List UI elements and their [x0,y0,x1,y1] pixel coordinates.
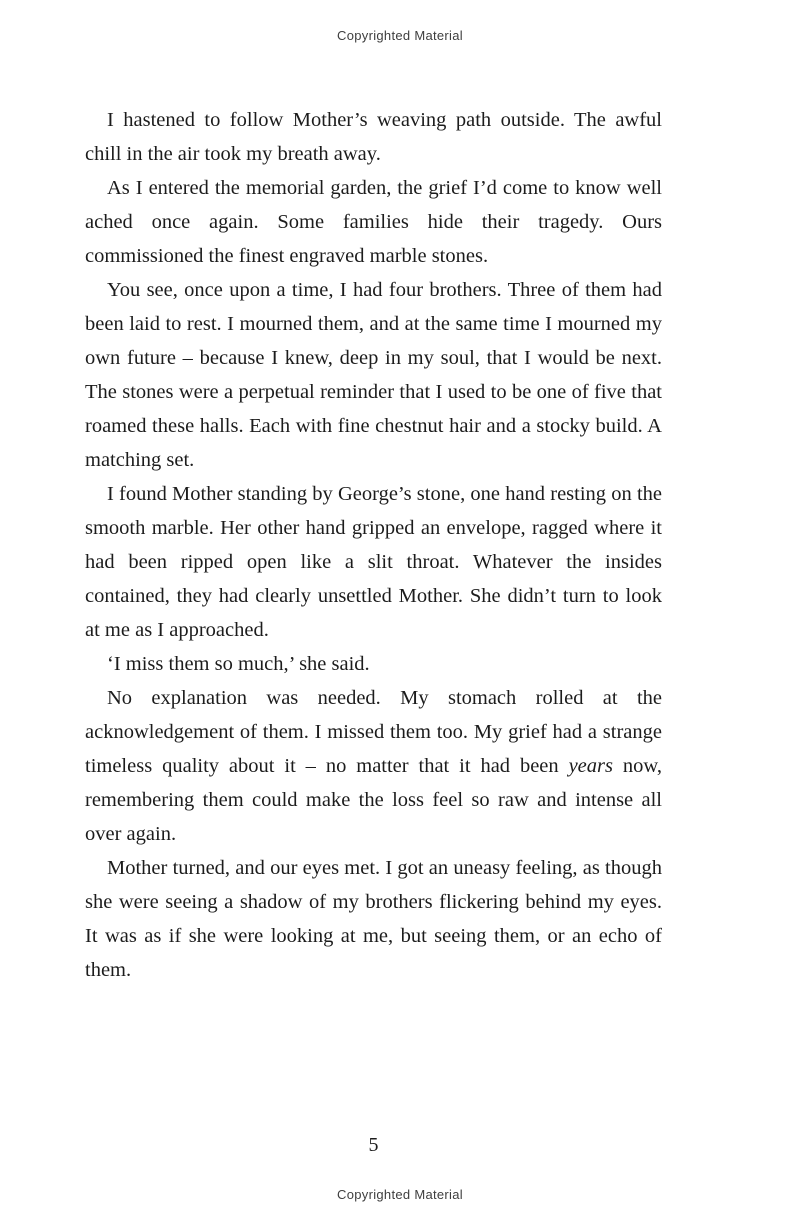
paragraph-1: I hastened to follow Mother’s weaving path outside. The awful chill in the air took my breath away. [85,109,662,165]
paragraph-6 [85,681,662,851]
paragraph-5-dialogue: ‘I miss them so much,’ she said. [107,653,370,675]
copyright-notice-top: Copyrighted Material [337,28,463,43]
paragraph-6-italic-word: years [568,755,613,777]
page-number: 5 [368,1134,379,1156]
paragraph-6-text-post: now, remembering them could make the loss feel so raw and intense all over again. [85,755,662,845]
paragraph-7: Mother turned, and our eyes met. I got an uneasy feeling, as though she were seeing a shadow of my brothers flickering behind my eyes. It was as if she were looking at me, but seeing them, or an echo of them. [85,857,662,981]
paragraph-2: As I entered the memorial garden, the grief I’d come to know well ached once again. Some families hide their tragedy. Ours commissioned the finest engraved marble stones. [85,177,662,267]
paragraph-4: I found Mother standing by George’s stone, one hand resting on the smooth marble. Her other hand gripped an envelope, ragged where it had been ripped open like a slit throat. Whatever the insides contained, they had clearly unsettled Mother. She didn’t turn to look at me as I approached. [85,483,662,641]
page-text [85,103,662,987]
paragraph-3: You see, once upon a time, I had four brothers. Three of them had been laid to rest. I mourned them, and at the same time I mourned my own future – because I knew, deep in my soul, that I would be next. The stones were a perpetual reminder that I used to be one of five that roamed these halls. Each with fine chestnut hair and a stocky build. A matching set. [85,279,662,471]
paragraph-6-text-pre: No explanation was needed. My stomach rolled at the acknowledgement of them. I missed them too. My grief had a strange timeless quality about it – no matter that it had been [85,687,662,777]
copyright-notice-bottom: Copyrighted Material [337,1187,463,1202]
